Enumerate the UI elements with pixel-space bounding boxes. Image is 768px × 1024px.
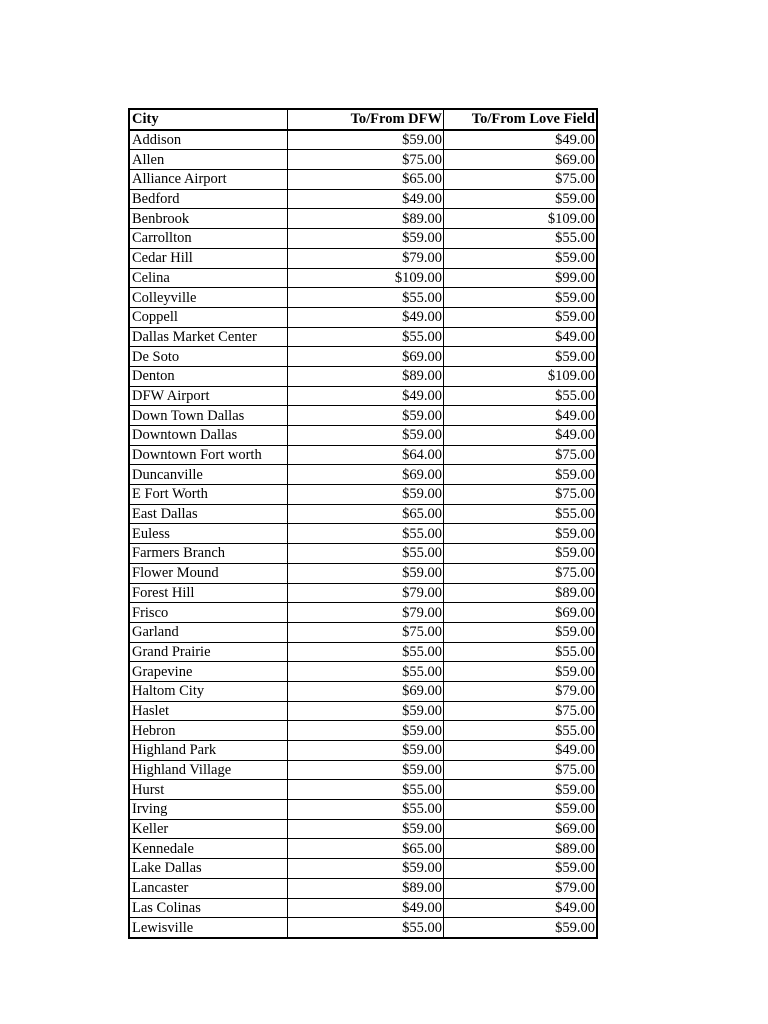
dfw-fare-cell: $59.00 [288,406,444,426]
table-row [129,622,597,642]
dfw-fare-cell: $79.00 [288,603,444,623]
love-field-fare-cell: $59.00 [444,859,598,879]
dfw-fare-cell: $49.00 [288,386,444,406]
dfw-fare-cell: $55.00 [288,288,444,308]
love-field-fare-cell: $69.00 [444,819,598,839]
love-field-fare-cell: $59.00 [444,622,598,642]
table-row [129,898,597,918]
dfw-fare-cell: $59.00 [288,229,444,249]
love-field-fare-cell: $59.00 [444,189,598,209]
love-field-fare-cell: $75.00 [444,445,598,465]
dfw-fare-cell: $55.00 [288,327,444,347]
dfw-fare-cell: $59.00 [288,760,444,780]
table-row [129,170,597,190]
city-cell: Keller [129,819,288,839]
fare-table-body [129,130,597,938]
city-cell: Frisco [129,603,288,623]
dfw-fare-cell: $64.00 [288,445,444,465]
dfw-fare-cell: $55.00 [288,642,444,662]
city-cell: Euless [129,524,288,544]
dfw-fare-cell: $65.00 [288,839,444,859]
dfw-fare-cell: $75.00 [288,622,444,642]
love-field-fare-cell: $49.00 [444,426,598,446]
city-cell: Dallas Market Center [129,327,288,347]
love-field-fare-cell: $59.00 [444,465,598,485]
dfw-fare-cell: $55.00 [288,524,444,544]
city-cell: De Soto [129,347,288,367]
table-row [129,721,597,741]
city-cell: Alliance Airport [129,170,288,190]
love-field-fare-cell: $89.00 [444,583,598,603]
table-row [129,504,597,524]
love-field-fare-cell: $49.00 [444,406,598,426]
city-cell: Garland [129,622,288,642]
city-cell: Bedford [129,189,288,209]
love-field-fare-cell: $59.00 [444,544,598,564]
love-field-fare-cell: $59.00 [444,248,598,268]
love-field-fare-cell: $55.00 [444,642,598,662]
fare-table-header [129,109,597,130]
table-row [129,406,597,426]
table-row [129,563,597,583]
city-cell: Coppell [129,307,288,327]
city-cell: East Dallas [129,504,288,524]
love-field-fare-cell: $49.00 [444,741,598,761]
love-field-fare-cell: $69.00 [444,603,598,623]
table-row [129,859,597,879]
table-row [129,229,597,249]
city-cell: Highland Park [129,741,288,761]
table-row [129,445,597,465]
header-row [129,109,597,130]
city-cell: Grand Prairie [129,642,288,662]
city-cell: Allen [129,150,288,170]
city-column-header: City [129,109,288,130]
table-row [129,465,597,485]
table-row [129,681,597,701]
table-row [129,603,597,623]
dfw-fare-cell: $79.00 [288,248,444,268]
city-cell: Flower Mound [129,563,288,583]
dfw-fare-cell: $49.00 [288,898,444,918]
love-field-column-header: To/From Love Field [444,109,598,130]
love-field-fare-cell: $89.00 [444,839,598,859]
dfw-fare-cell: $89.00 [288,209,444,229]
table-row [129,327,597,347]
dfw-fare-cell: $55.00 [288,918,444,938]
table-row [129,524,597,544]
dfw-fare-cell: $59.00 [288,130,444,150]
city-cell: Forest Hill [129,583,288,603]
love-field-fare-cell: $55.00 [444,721,598,741]
dfw-fare-cell: $69.00 [288,347,444,367]
love-field-fare-cell: $59.00 [444,662,598,682]
love-field-fare-cell: $75.00 [444,170,598,190]
love-field-fare-cell: $59.00 [444,800,598,820]
table-row [129,307,597,327]
dfw-fare-cell: $59.00 [288,741,444,761]
city-cell: Duncanville [129,465,288,485]
dfw-fare-cell: $49.00 [288,189,444,209]
dfw-fare-cell: $59.00 [288,819,444,839]
dfw-fare-cell: $65.00 [288,504,444,524]
city-cell: Kennedale [129,839,288,859]
table-row [129,268,597,288]
dfw-fare-cell: $59.00 [288,563,444,583]
table-row [129,878,597,898]
love-field-fare-cell: $79.00 [444,681,598,701]
dfw-fare-cell: $79.00 [288,583,444,603]
love-field-fare-cell: $69.00 [444,150,598,170]
table-row [129,544,597,564]
city-cell: E Fort Worth [129,485,288,505]
table-row [129,760,597,780]
city-cell: Farmers Branch [129,544,288,564]
city-cell: Grapevine [129,662,288,682]
table-row [129,248,597,268]
love-field-fare-cell: $75.00 [444,760,598,780]
dfw-fare-cell: $59.00 [288,701,444,721]
dfw-fare-cell: $55.00 [288,544,444,564]
love-field-fare-cell: $109.00 [444,209,598,229]
fare-table [128,108,598,939]
city-cell: Down Town Dallas [129,406,288,426]
dfw-fare-cell: $89.00 [288,878,444,898]
table-row [129,288,597,308]
city-cell: Lake Dallas [129,859,288,879]
city-cell: Las Colinas [129,898,288,918]
city-cell: Downtown Fort worth [129,445,288,465]
table-row [129,347,597,367]
city-cell: Cedar Hill [129,248,288,268]
dfw-fare-cell: $55.00 [288,780,444,800]
table-row [129,741,597,761]
table-row [129,386,597,406]
city-cell: Denton [129,366,288,386]
city-cell: Celina [129,268,288,288]
love-field-fare-cell: $55.00 [444,229,598,249]
love-field-fare-cell: $59.00 [444,307,598,327]
table-row [129,662,597,682]
city-cell: DFW Airport [129,386,288,406]
table-row [129,839,597,859]
love-field-fare-cell: $55.00 [444,504,598,524]
city-cell: Lewisville [129,918,288,938]
table-row [129,701,597,721]
city-cell: Colleyville [129,288,288,308]
table-row [129,800,597,820]
dfw-column-header: To/From DFW [288,109,444,130]
table-row [129,150,597,170]
city-cell: Carrollton [129,229,288,249]
love-field-fare-cell: $109.00 [444,366,598,386]
city-cell: Addison [129,130,288,150]
table-row [129,130,597,150]
love-field-fare-cell: $49.00 [444,898,598,918]
dfw-fare-cell: $49.00 [288,307,444,327]
dfw-fare-cell: $59.00 [288,485,444,505]
dfw-fare-cell: $109.00 [288,268,444,288]
dfw-fare-cell: $59.00 [288,859,444,879]
city-cell: Irving [129,800,288,820]
city-cell: Downtown Dallas [129,426,288,446]
table-row [129,426,597,446]
love-field-fare-cell: $59.00 [444,524,598,544]
love-field-fare-cell: $79.00 [444,878,598,898]
table-row [129,780,597,800]
city-cell: Lancaster [129,878,288,898]
love-field-fare-cell: $49.00 [444,130,598,150]
table-row [129,485,597,505]
love-field-fare-cell: $75.00 [444,701,598,721]
love-field-fare-cell: $75.00 [444,485,598,505]
love-field-fare-cell: $55.00 [444,386,598,406]
dfw-fare-cell: $65.00 [288,170,444,190]
dfw-fare-cell: $55.00 [288,800,444,820]
table-row [129,642,597,662]
table-row [129,819,597,839]
table-row [129,189,597,209]
dfw-fare-cell: $59.00 [288,721,444,741]
city-cell: Hebron [129,721,288,741]
love-field-fare-cell: $59.00 [444,918,598,938]
dfw-fare-cell: $69.00 [288,465,444,485]
love-field-fare-cell: $59.00 [444,780,598,800]
love-field-fare-cell: $49.00 [444,327,598,347]
love-field-fare-cell: $75.00 [444,563,598,583]
city-cell: Haltom City [129,681,288,701]
love-field-fare-cell: $99.00 [444,268,598,288]
city-cell: Hurst [129,780,288,800]
table-row [129,209,597,229]
dfw-fare-cell: $89.00 [288,366,444,386]
dfw-fare-cell: $59.00 [288,426,444,446]
dfw-fare-cell: $69.00 [288,681,444,701]
dfw-fare-cell: $75.00 [288,150,444,170]
city-cell: Haslet [129,701,288,721]
city-cell: Highland Village [129,760,288,780]
love-field-fare-cell: $59.00 [444,288,598,308]
city-cell: Benbrook [129,209,288,229]
table-row [129,366,597,386]
dfw-fare-cell: $55.00 [288,662,444,682]
love-field-fare-cell: $59.00 [444,347,598,367]
table-row [129,583,597,603]
table-row [129,918,597,938]
